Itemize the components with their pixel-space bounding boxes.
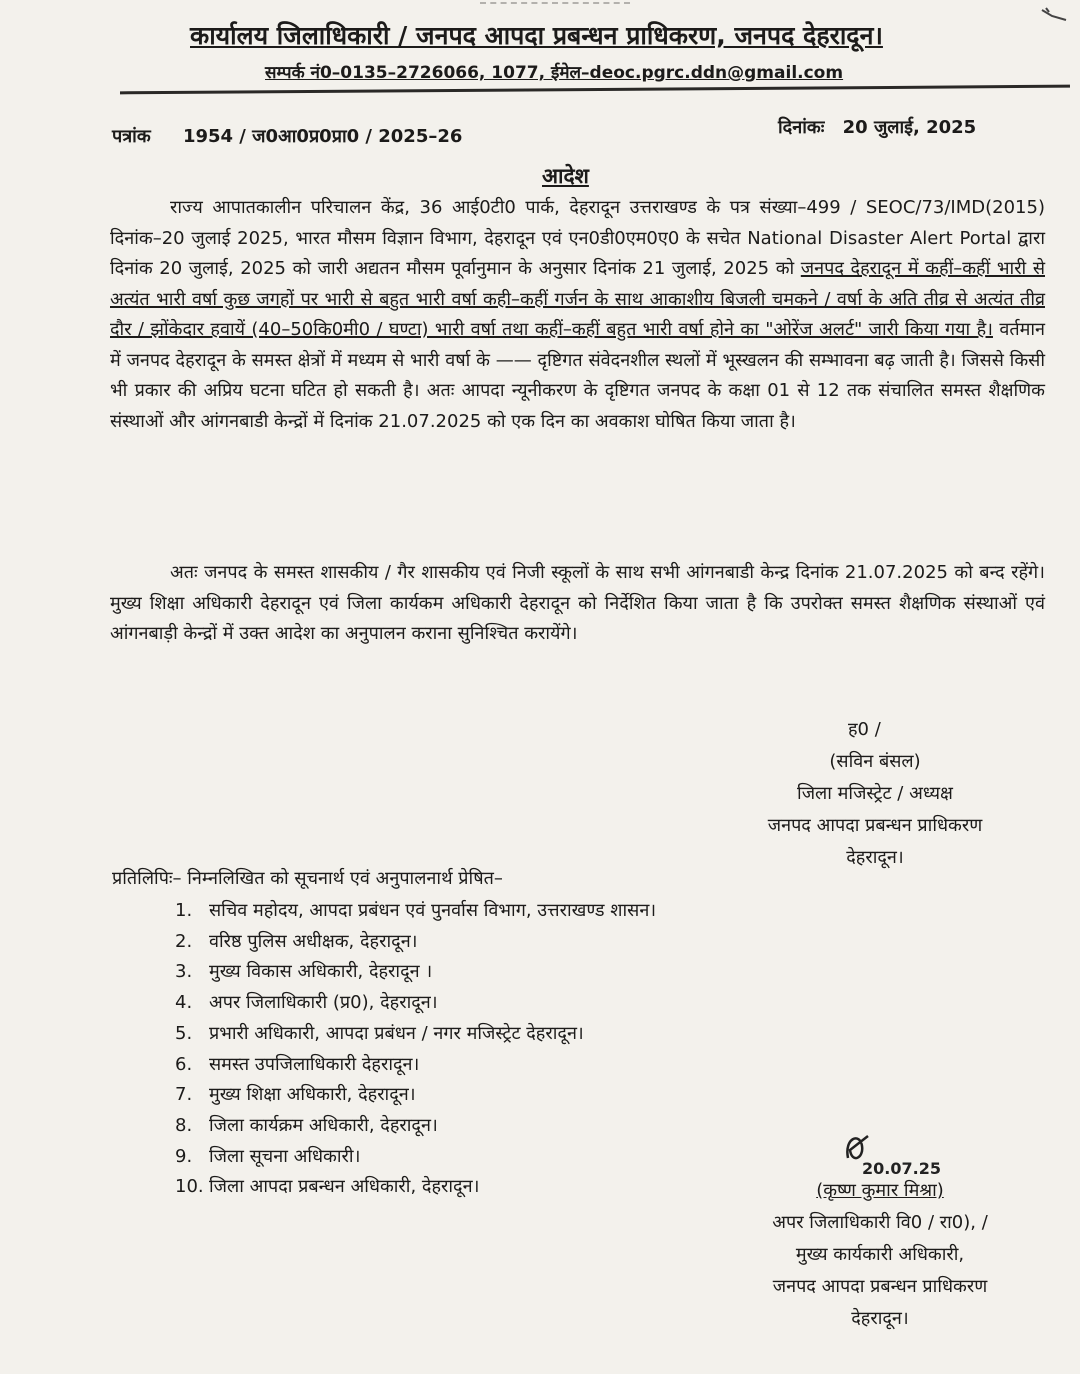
signatory2-role: मुख्य कार्यकारी अधिकारी, <box>795 1244 965 1265</box>
reference-value: 1954 / ज0आ0प्र0प्रा0 / 2025–26 <box>182 126 463 147</box>
signatory1-designation: जिला मजिस्ट्रेट / अध्यक्ष <box>797 783 953 804</box>
signatory2-place: देहरादून। <box>851 1308 909 1329</box>
list-item: 1. सचिव महोदय, आपदा प्रबंधन एवं पुनर्वास विभाग, उत्तराखण्ड शासन। <box>175 900 657 921</box>
reference-label: पत्रांक <box>112 126 151 147</box>
signatory2-designation: अपर जिलाधिकारी वि0 / रा0), / <box>772 1212 988 1233</box>
signatory1-name: (सविन बंसल) <box>829 751 921 772</box>
list-item: 8. जिला कार्यक्रम अधिकारी, देहरादून। <box>175 1114 438 1136</box>
top-edge-mark <box>480 2 630 12</box>
copy-to-list <box>175 896 656 1203</box>
handwritten-date: 20.07.25 <box>862 1159 941 1178</box>
signatory2-name: (कृष्ण कुमार मिश्रा) <box>816 1180 944 1201</box>
reference-number <box>112 124 462 148</box>
list-item: 2. वरिष्ठ पुलिस अधीक्षक, देहरादून। <box>175 930 418 952</box>
para1-intro: राज्य आपातकालीन परिचालन केंद्र, 36 आई0टी0 पार्क, देहरादून उत्तराखण्ड के पत्र संख्या–499 / SEOC/73/IMD(2015) दिनांक–20 जुलाई 2025, भारत मौसम विज्ञान विभाग, देहरादून एवं एन0डी0एम0ए0 के सचेत National Disaster Alert Portal द्वारा दिनांक 20 जुलाई, 2025 को जारी अद्यतन मौसम पूर्वानुमान के अनुसार दिनांक 21 जुलाई, 2025 को <box>110 197 1045 279</box>
signatory1-authority: जनपद आपदा प्रबन्धन प्राधिकरण <box>767 815 983 836</box>
signed-mark: ह0 / <box>848 719 881 740</box>
signatory-district-magistrate <box>720 714 1030 874</box>
list-item: 3. मुख्य विकास अधिकारी, देहरादून । <box>175 961 433 983</box>
list-item: 7. मुख्य शिक्षा अधिकारी, देहरादून। <box>175 1084 416 1106</box>
handwritten-signature <box>838 1128 958 1178</box>
letter-date <box>778 115 976 139</box>
date-label: दिनांकः <box>778 117 825 138</box>
signatory-additional-dm <box>745 1175 1015 1335</box>
list-item: 6. समस्त उपजिलाधिकारी देहरादून। <box>175 1053 420 1075</box>
list-item: 9. जिला सूचना अधिकारी। <box>175 1145 361 1167</box>
order-paragraph-1 <box>110 193 1045 437</box>
list-item: 4. अपर जिलाधिकारी (प्र0), देहरादून। <box>175 992 438 1014</box>
copy-to-heading: प्रतिलिपिः– निम्नलिखित को सूचनार्थ एवं अनुपालनार्थ प्रेषित– <box>112 868 503 889</box>
corner-pen-mark <box>1040 6 1068 24</box>
signatory1-place: देहरादून। <box>846 847 904 868</box>
signatory2-authority: जनपद आपदा प्रबन्धन प्राधिकरण <box>772 1276 988 1297</box>
order-paragraph-2: अतः जनपद के समस्त शासकीय / गैर शासकीय एवं निजी स्कूलों के साथ सभी आंगनबाडी केन्द्र दिनांक 21.07.2025 को बन्द रहेंगे। मुख्य शिक्षा अधिकारी देहरादून एवं जिला कार्यकम अधिकारी देहरादून को निर्देशित किया जाता है कि उपरोक्त समस्त शैक्षणिक संस्थाओं एवं आंगनबाड़ी केन्द्रों में उक्त आदेश का अनुपालन कराना सुनिश्चित करायेंगे। <box>110 562 1045 644</box>
date-value: 20 जुलाई, 2025 <box>842 117 977 138</box>
office-contact: सम्पर्क नं0–0135–2726066, 1077, ईमेल–deoc.pgrc.ddn@gmail.com <box>265 63 844 83</box>
office-title: कार्यालय जिलाधिकारी / जनपद आपदा प्रबन्धन प्राधिकरण, जनपद देहरादून। <box>190 21 883 50</box>
order-title: आदेश <box>542 164 589 188</box>
list-item: 5. प्रभारी अधिकारी, आपदा प्रबंधन / नगर मजिस्ट्रेट देहरादून। <box>175 1022 584 1044</box>
header-divider <box>120 85 1070 95</box>
para1-alert-underlined: जनपद देहरादून में कहीं–कहीं भारी से अत्यंत भारी वर्षा कुछ जगहों पर भारी से बहुत भारी वर्षा कही–कहीं गर्जन के साथ आकाशीय बिजली चमकने / वर्षा के अति तीव्र से अत्यंत तीव्र दौर / झोंकेदार हवायें (40–50कि0मी0 / घण्टा) भारी वर्षा तथा कहीं–कहीं बहुत भारी वर्षा होने का "ओरेंज अलर्ट" जारी किया गया है। <box>110 258 1045 340</box>
list-item: 10. जिला आपदा प्रबन्धन अधिकारी, देहरादून। <box>175 1176 480 1198</box>
para1-closure: वर्तमान में जनपद देहरादून के समस्त क्षेत्रों में मध्यम से भारी वर्षा के —— दृष्टिगत संवेदनशील स्थलों में भूस्खलन की सम्भावना बढ़ जाती है। जिससे किसी भी प्रकार की अप्रिय घटना घटित हो सकती है। अतः आपदा न्यूनीकरण के दृष्टिगत जनपद के कक्षा 01 से 12 तक संचालित समस्त शैक्षणिक संस्थाओं और आंगनबाडी केन्द्रों में दिनांक 21.07.2025 को एक दिन का अवकाश घोषित किया जाता है। <box>110 319 1046 432</box>
